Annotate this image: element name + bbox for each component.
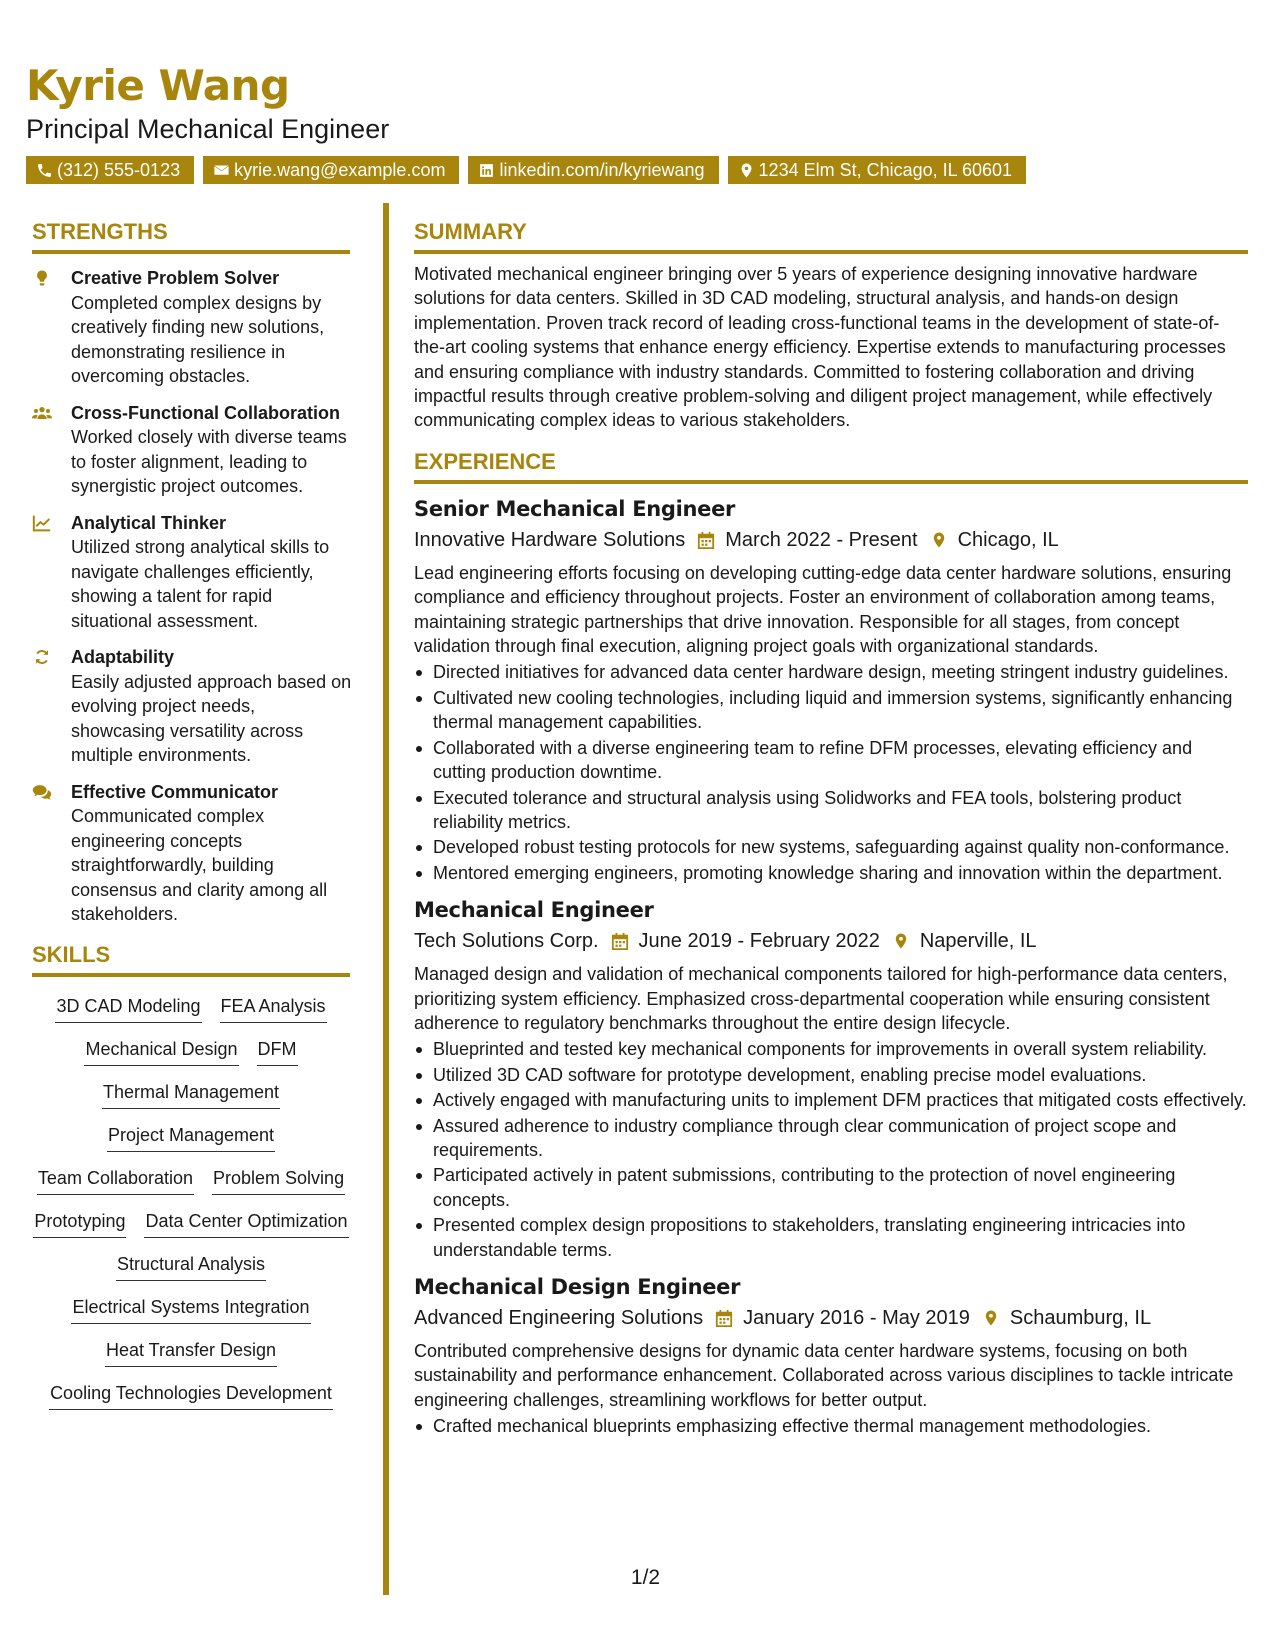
job-bullet: Blueprinted and tested key mechanical components for improvements in overall system reliability. [414, 1037, 1248, 1061]
calendar-icon [611, 931, 629, 951]
lightbulb-icon [32, 266, 71, 389]
job-meta [414, 525, 1248, 555]
skill-tag: Data Center Optimization [144, 1208, 348, 1238]
job-title: Senior Mechanical Engineer [414, 496, 736, 521]
skills-list [32, 993, 350, 1410]
experience-heading: EXPERIENCE [414, 448, 1248, 484]
map-marker-icon [892, 931, 910, 951]
job-bullet: Mentored emerging engineers, promoting knowledge sharing and innovation within the department. [414, 861, 1248, 885]
job-bullet: Presented complex design propositions to stakeholders, translating engineering intricacies into understandable terms. [414, 1213, 1248, 1262]
skill-tag: Cooling Technologies Development [49, 1380, 333, 1410]
chart-line-icon [32, 511, 71, 634]
job-meta [414, 1303, 1248, 1333]
job-bullet: Utilized 3D CAD software for prototype development, enabling precise model evaluations. [414, 1063, 1248, 1087]
job-company: Advanced Engineering Solutions [414, 1307, 704, 1329]
strength-text: Worked closely with diverse teams to foster alignment, leading to synergistic project outcomes. [71, 427, 347, 496]
job-description: Lead engineering efforts focusing on developing cutting-edge data center hardware solutions, ensuring compliance and efficiency throughout projects. Foster an environment of collaboration among teams, maintaining strategic partnerships that drive innovation. Responsible for all stages, from concept validation through final execution, aligning project goals with organizational standards. [414, 562, 1232, 657]
strength-title: Creative Problem Solver [71, 268, 280, 288]
strength-text: Communicated complex engineering concepts straightforwardly, building consensus and clarity among all stakeholders. [71, 806, 328, 924]
job-bullets [414, 660, 1248, 885]
strength-item [32, 645, 352, 768]
candidate-role: Principal Mechanical Engineer [26, 114, 390, 144]
job-bullet: Directed initiatives for advanced data center hardware design, meeting stringent industry guidelines. [414, 660, 1248, 684]
job-bullet: Actively engaged with manufacturing units to implement DFM practices that mitigated costs effectively. [414, 1088, 1248, 1112]
skill-tag: Mechanical Design [84, 1036, 238, 1066]
job-dates: March 2022 - Present [725, 528, 918, 551]
skill-tag: FEA Analysis [220, 993, 327, 1023]
contact-email-text: kyrie.wang@example.com [234, 160, 446, 180]
job-location: Naperville, IL [919, 930, 1037, 953]
job-entry [414, 895, 1248, 1262]
summary-heading: SUMMARY [414, 218, 1248, 254]
linkedin-icon [478, 162, 495, 179]
skill-tag: 3D CAD Modeling [55, 993, 201, 1023]
map-marker-icon [738, 162, 755, 179]
contact-linkedin[interactable] [468, 156, 718, 184]
strengths-list [32, 266, 352, 927]
skill-tag: Prototyping [33, 1208, 126, 1238]
job-title: Mechanical Design Engineer [414, 1275, 741, 1299]
strength-title: Adaptability [71, 647, 175, 667]
skill-tag: Heat Transfer Design [105, 1337, 277, 1367]
job-bullet: Assured adherence to industry compliance through clear communication of project scope and requirements. [414, 1114, 1248, 1163]
job-bullet: Developed robust testing protocols for new systems, safeguarding against quality non-conformance. [414, 835, 1248, 859]
skill-tag: Team Collaboration [37, 1165, 194, 1195]
job-company: Innovative Hardware Solutions [414, 528, 686, 551]
comments-icon [32, 780, 71, 927]
contact-linkedin-text: linkedin.com/in/kyriewang [499, 160, 705, 180]
skill-tag: Thermal Management [102, 1079, 280, 1109]
job-entry [414, 494, 1248, 885]
map-marker-icon [982, 1308, 1000, 1328]
job-bullet: Cultivated new cooling technologies, including liquid and immersion systems, significantly enhancing thermal management capabilities. [414, 686, 1248, 735]
left-column [32, 218, 352, 1410]
skill-tag: Problem Solving [212, 1165, 345, 1195]
column-divider [383, 203, 389, 1595]
job-bullet: Collaborated with a diverse engineering team to refine DFM processes, elevating efficiency and cutting production downtime. [414, 736, 1248, 785]
strength-text: Utilized strong analytical skills to navigate challenges efficiently, showing a talent for rapid situational assessment. [71, 537, 330, 631]
job-bullets [414, 1414, 1248, 1438]
contact-bar [26, 156, 1256, 184]
job-entry [414, 1272, 1248, 1439]
job-bullets [414, 1037, 1248, 1262]
contact-address[interactable] [728, 156, 1027, 184]
strength-title: Analytical Thinker [71, 512, 227, 533]
job-description: Managed design and validation of mechanical components tailored for high-performance data centers, prioritizing system efficiency. Emphasized cross-departmental cooperation while ensuring consistent adherence to regulatory benchmarks throughout the entire design lifecycle. [414, 964, 1228, 1033]
job-company: Tech Solutions Corp. [414, 930, 599, 953]
strength-text: Easily adjusted approach based on evolving project needs, showcasing versatility across multiple environments. [71, 671, 352, 765]
resume-header [26, 62, 1256, 184]
job-location: Schaumburg, IL [1009, 1307, 1152, 1329]
strength-item [32, 511, 352, 634]
job-bullet: Crafted mechanical blueprints emphasizing effective thermal management methodologies. [414, 1414, 1248, 1438]
skills-heading: SKILLS [32, 941, 350, 977]
calendar-icon [697, 530, 715, 550]
skill-tag: Project Management [107, 1122, 275, 1152]
job-bullet: Participated actively in patent submissions, contributing to the protection of novel engineering concepts. [414, 1163, 1248, 1212]
summary-text: Motivated mechanical engineer bringing over 5 years of experience designing innovative hardware solutions for data centers. Skilled in 3D CAD modeling, structural analysis, and hands-on design implementation. Proven track record of leading cross-functional teams in the development of state-of-the-art cooling systems that enhance energy efficiency. Expertise extends to manufacturing processes and ensuring compliance with industry standards. Committed to fostering collaboration and driving impactful results through creative problem-solving and diligent project management, while effectively communicating complex ideas to various stakeholders. [414, 264, 1226, 431]
contact-email[interactable] [203, 156, 459, 184]
job-dates: June 2019 - February 2022 [638, 930, 880, 953]
sync-icon [32, 645, 71, 768]
job-bullet: Executed tolerance and structural analysis using Solidworks and FEA tools, bolstering product reliability metrics. [414, 786, 1248, 835]
calendar-icon [715, 1308, 733, 1328]
strength-item [32, 266, 352, 389]
strengths-heading: STRENGTHS [32, 218, 350, 254]
strength-text: Completed complex designs by creatively finding new solutions, demonstrating resilience in overcoming obstacles. [71, 292, 325, 386]
phone-icon [36, 162, 53, 179]
skill-tag: DFM [257, 1036, 298, 1066]
skill-tag: Electrical Systems Integration [71, 1294, 310, 1324]
map-marker-icon [930, 530, 948, 550]
skill-tag: Structural Analysis [116, 1251, 266, 1281]
strength-title: Effective Communicator [71, 781, 279, 802]
contact-phone-text: (312) 555-0123 [57, 160, 181, 180]
envelope-icon [213, 162, 230, 179]
job-meta [414, 926, 1248, 956]
page-number: 1/2 [630, 1566, 661, 1589]
job-title: Mechanical Engineer [414, 898, 654, 923]
job-dates: January 2016 - May 2019 [743, 1307, 970, 1329]
candidate-name: Kyrie Wang [26, 61, 290, 110]
contact-address-text: 1234 Elm St, Chicago, IL 60601 [758, 160, 1013, 180]
right-column [414, 218, 1248, 1440]
job-location: Chicago, IL [957, 528, 1059, 551]
job-description: Contributed comprehensive designs for dynamic data center hardware systems, focusing on both sustainability and performance enhancement. Collaborated across various disciplines to tackle intricate engineering challenges, streamlining workflows for better output. [414, 1341, 1234, 1410]
users-icon [32, 401, 71, 499]
strength-item [32, 780, 352, 927]
strength-title: Cross-Functional Collaboration [71, 402, 341, 423]
strength-item [32, 401, 352, 499]
contact-phone[interactable] [26, 156, 194, 184]
